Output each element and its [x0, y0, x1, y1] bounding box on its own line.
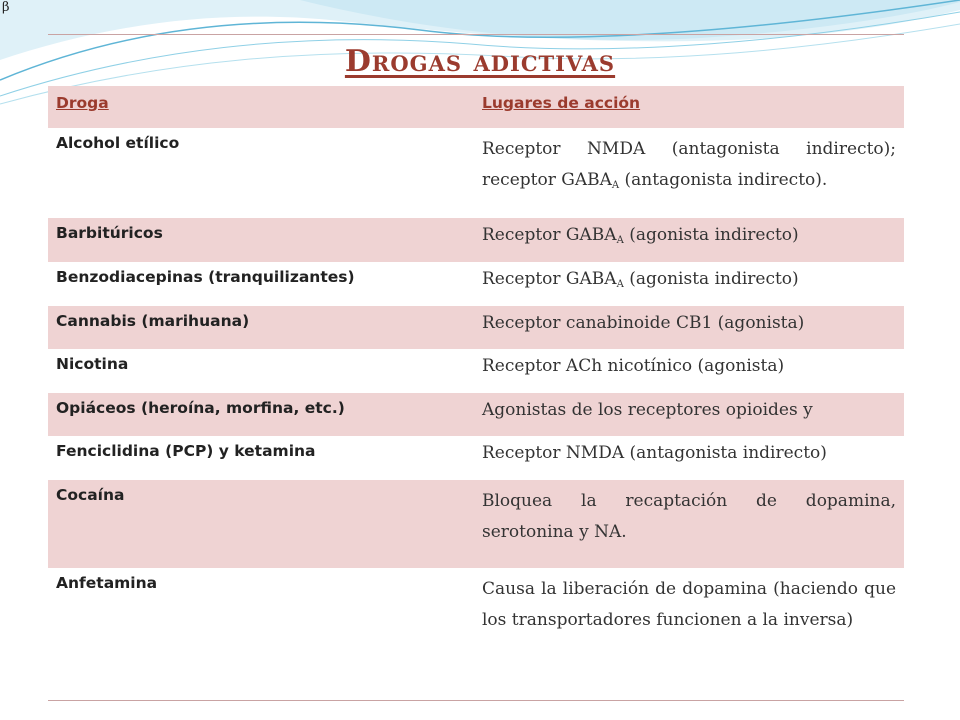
header-drug: Droga	[56, 94, 109, 112]
table-row	[48, 128, 904, 218]
drug-name: Benzodiacepinas (tranquilizantes)	[56, 268, 355, 286]
drug-name: Opiáceos (heroína, morfina, etc.)	[56, 399, 345, 417]
corner-glyph: β	[2, 0, 10, 15]
bottom-divider	[48, 700, 904, 701]
drug-name: Alcohol etílico	[56, 134, 180, 152]
drug-name: Anfetamina	[56, 574, 158, 592]
table-row	[48, 393, 904, 436]
table-header-row	[48, 86, 904, 128]
action-site: Causa la liberación de dopamina (haciendo que los transportadores funcionen a la inversa)	[482, 579, 896, 630]
table-row	[48, 262, 904, 306]
table-row	[48, 436, 904, 480]
table-row	[48, 568, 904, 688]
action-site: Receptor NMDA (antagonista indirecto)	[482, 443, 827, 463]
table-row	[48, 306, 904, 349]
table-row	[48, 480, 904, 568]
table-row	[48, 218, 904, 262]
drug-name: Fenciclidina (PCP) y ketamina	[56, 442, 316, 460]
action-site: Receptor canabinoide CB1 (agonista)	[482, 313, 805, 333]
drug-name: Barbitúricos	[56, 224, 163, 242]
slide-title: Drogas adictivas	[344, 44, 616, 79]
drug-name: Nicotina	[56, 355, 129, 373]
action-site: Receptor ACh nicotínico (agonista)	[482, 356, 785, 376]
action-site: Receptor $GABA_A$ (agonista indirecto)	[482, 269, 799, 290]
action-site: Agonistas de los receptores opioides y	[482, 400, 813, 420]
header-site: Lugares de acción	[482, 94, 641, 112]
action-site: Receptor NMDA (antagonista indirecto); receptor $GABA_A$ (antagonista indirecto).	[482, 139, 896, 191]
top-divider	[48, 34, 904, 35]
table-row	[48, 349, 904, 393]
drug-name: Cannabis (marihuana)	[56, 312, 250, 330]
drugs-table	[48, 86, 904, 688]
drug-name: Cocaína	[56, 486, 125, 504]
action-site: Receptor $GABA_A$ (agonista indirecto)	[482, 225, 799, 246]
action-site: Bloquea la recaptación de dopamina, serotonina y NA.	[482, 491, 896, 542]
